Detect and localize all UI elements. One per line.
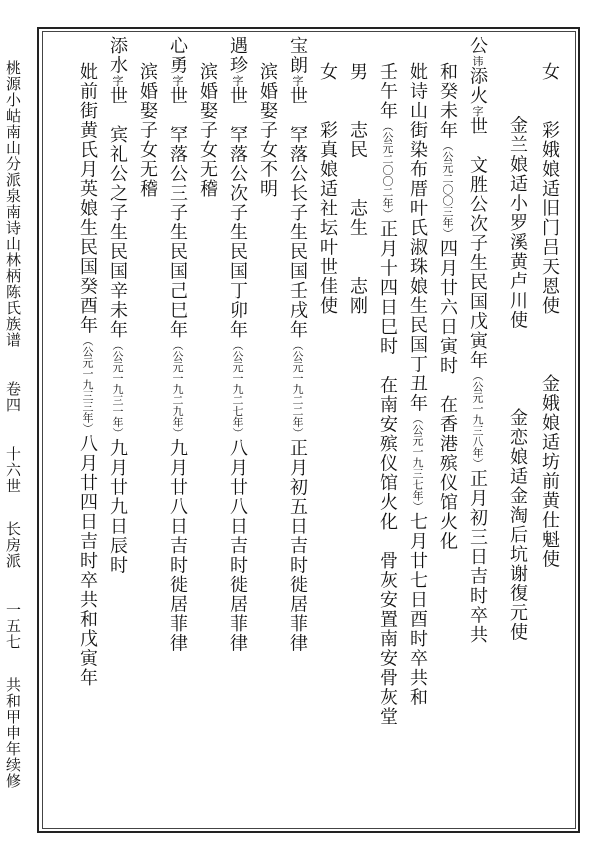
genealogy-title: 桃源小岵南山分派泉南诗山林柄陈氏族谱 <box>4 60 22 348</box>
text-column: 和癸未年（公元二〇〇三年）四月廿六日寅时 在香港殡仪馆火化 <box>437 62 458 551</box>
edition-label: 共和甲申年续修 <box>4 677 22 789</box>
generation-label: 十六世 <box>4 446 22 494</box>
text-column: 男 志民 志生 志刚 <box>347 62 368 316</box>
text-column: 妣前街黄氏月英娘生民国癸酉年（公元一九三三年）八月廿四日吉时卒共和戊寅年 <box>77 62 98 688</box>
text-column: 心勇字世 罕落公三子生民国己巳年（公元一九二九年）九月廿八日吉时徙居菲律 <box>167 36 188 653</box>
text-column: 宝朗字世 罕落公长子生民国壬戌年（公元一九二二年）正月初五日吉时徙居菲律 <box>287 36 308 653</box>
text-column: 滨婚娶子女无稽 <box>197 62 218 199</box>
text-column: 女 彩娥娘适旧门吕天恩使 金娥娘适坊前黄仕魁使 <box>539 62 560 569</box>
side-margin <box>4 60 22 789</box>
text-column: 妣诗山街染布厝叶氏淑珠娘生民国丁丑年（公元一九三七年）七月廿七日酉时卒共和 <box>407 62 428 707</box>
text-column: 滨婚娶子女无稽 <box>137 62 158 199</box>
text-column: 公讳添火字世 文胜公次子生民国戊寅年（公元一九三八年）正月初三日吉时卒共 <box>467 36 488 645</box>
text-column: 添水字世 宾礼公之子生民国辛未年（公元一九三一年）九月廿九日辰时 <box>107 36 128 575</box>
text-column: 壬午年（公元二〇〇二年）正月十四日巳时 在南安殡仪馆火化 骨灰安置南安骨灰堂 <box>377 62 398 727</box>
text-column: 女 彩真娘适社坛叶世佳使 <box>317 62 338 316</box>
branch-label: 长房派 <box>4 521 22 569</box>
text-column: 金兰娘适小罗溪黄卢川使 金恋娘适金淘后坑谢復元使 <box>507 96 528 642</box>
volume-label: 卷四 <box>4 381 22 413</box>
text-column: 滨婚娶子女不明 <box>257 62 278 199</box>
page-number: 一五七 <box>4 602 22 650</box>
text-column: 遇珍字世 罕落公次子生民国丁卯年（公元一九二七年）八月廿八日吉时徙居菲律 <box>227 36 248 653</box>
